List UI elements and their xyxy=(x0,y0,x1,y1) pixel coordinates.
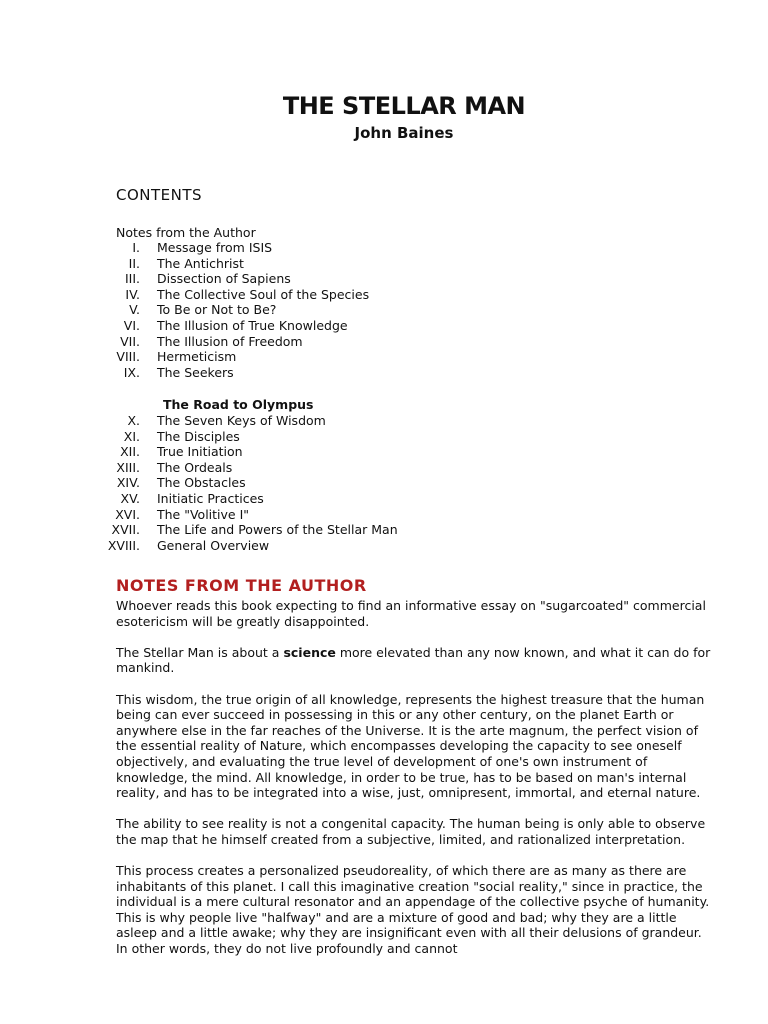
toc-entry xyxy=(0,287,768,303)
toc-entry-number: VI. xyxy=(123,317,140,333)
toc-entry-title: Hermeticism xyxy=(157,349,237,365)
toc-entry-title: To Be or Not to Be? xyxy=(157,302,277,318)
toc-entry-number: XI. xyxy=(123,428,140,444)
toc-entry-number: XVII. xyxy=(111,522,140,538)
toc-entry-title: General Overview xyxy=(157,537,270,553)
toc-entry xyxy=(0,444,768,460)
notes-paragraph: Whoever reads this book expecting to find an informative essay on "sugarcoated" commercial esotericism will be greatly disappointed. xyxy=(116,598,706,629)
toc-entry xyxy=(0,507,768,523)
toc-entry-number: X. xyxy=(127,413,140,428)
toc-entry-title: The Obstacles xyxy=(157,475,246,491)
toc-entry-number: XIII. xyxy=(116,459,140,475)
toc-entry xyxy=(0,475,768,491)
toc-entry xyxy=(0,460,768,476)
notes-paragraph: This wisdom, the true origin of all knowledge, represents the highest treasure that the human being can ever succeed in possessing in this or any other century, on the planet Earth or anywhere else in the far reaches of the Universe. It is the arte magnum, the perfect vision of the essential reality of Nature, which encompasses developing the capacity to see oneself objectively, and evaluating the true level of development of one's own instrument of knowledge, the mind. All knowledge, in order to be true, has to be based on man's internal reality, and has to be integrated into a wise, just, omnipresent, immortal, and eternal nature. xyxy=(116,691,705,801)
emphasis-science: science xyxy=(283,644,336,660)
document-author: John Baines xyxy=(354,124,454,142)
toc-entry-title: The Life and Powers of the Stellar Man xyxy=(157,522,398,538)
toc-entry xyxy=(0,349,768,365)
toc-entry-number: IX. xyxy=(123,364,140,380)
toc-entry-title: The Disciples xyxy=(157,428,240,444)
toc-entry-number: VIII. xyxy=(116,349,140,365)
toc-entry xyxy=(0,522,768,538)
toc-entry-number: I. xyxy=(132,240,140,255)
toc-entry xyxy=(0,365,768,381)
toc-entry-number: XVI. xyxy=(115,506,140,522)
toc-entry-number: XVIII. xyxy=(107,537,140,553)
toc-entry xyxy=(0,256,768,272)
toc-entry-notes: Notes from the Author xyxy=(116,225,256,240)
toc-entry xyxy=(0,240,768,256)
toc-entry-title: Initiatic Practices xyxy=(157,490,264,506)
toc-entry-title: Dissection of Sapiens xyxy=(157,271,291,287)
toc-entry-title: The Illusion of True Knowledge xyxy=(157,317,348,333)
toc-entry xyxy=(0,429,768,445)
toc-entry xyxy=(0,302,768,318)
toc-entry-title: True Initiation xyxy=(157,444,243,460)
toc-entry-number: II. xyxy=(128,255,140,271)
toc-entry xyxy=(0,538,768,554)
contents-heading: CONTENTS xyxy=(116,186,203,204)
toc-entry xyxy=(0,318,768,334)
toc-entry-number: V. xyxy=(129,302,140,318)
toc-entry-title: The "Volitive I" xyxy=(157,506,250,522)
toc-entry-title: The Seekers xyxy=(157,364,234,380)
notes-body xyxy=(116,598,716,972)
toc-entry xyxy=(0,334,768,350)
document-title: THE STELLAR MAN xyxy=(282,92,526,120)
toc-entry-number: XII. xyxy=(120,444,140,460)
toc-entry-title: Message from ISIS xyxy=(157,240,273,255)
toc-entry xyxy=(0,491,768,507)
toc-entry-title: The Collective Soul of the Species xyxy=(157,286,370,302)
toc-list-part-two xyxy=(0,413,768,553)
toc-entry xyxy=(0,271,768,287)
toc-entry-title: The Illusion of Freedom xyxy=(157,333,303,349)
paragraph-text: The Stellar Man is about a xyxy=(116,644,284,660)
toc-entry-title: The Ordeals xyxy=(157,459,233,475)
toc-entry-number: XV. xyxy=(120,490,140,506)
toc-entry-title: The Seven Keys of Wisdom xyxy=(157,413,326,428)
notes-paragraph xyxy=(116,645,716,676)
toc-list-part-one xyxy=(0,240,768,380)
toc-entry-number: III. xyxy=(124,271,140,287)
toc-entry-number: XIV. xyxy=(116,475,140,491)
notes-paragraph: The ability to see reality is not a congenital capacity. The human being is only able to observe the map that he himself created from a subjective, limited, and rationalized interpretation. xyxy=(116,816,706,847)
notes-paragraph: This process creates a personalized pseudoreality, of which there are as many as there are inhabitants of this planet. I call this imaginative creation "social reality," since in practice, the individual is a mere cultural resonator and an appendage of the collective psyche of humanity. This is why people live "halfway" and are a mixture of good and bad; why they are a little asleep and a little awake; why they are insignificant even with all their delusions of grandeur. In other words, they do not live profoundly and cannot xyxy=(116,863,710,957)
toc-entry xyxy=(0,413,768,429)
toc-entry-number: IV. xyxy=(125,286,140,302)
toc-entry-title: The Antichrist xyxy=(157,255,244,271)
toc-entry-number: VII. xyxy=(120,333,140,349)
paragraph-text: more elevated than any now known, and what it can do for mankind. xyxy=(116,644,711,676)
notes-heading: NOTES FROM THE AUTHOR xyxy=(116,576,367,595)
toc-section-heading: The Road to Olympus xyxy=(163,397,314,412)
